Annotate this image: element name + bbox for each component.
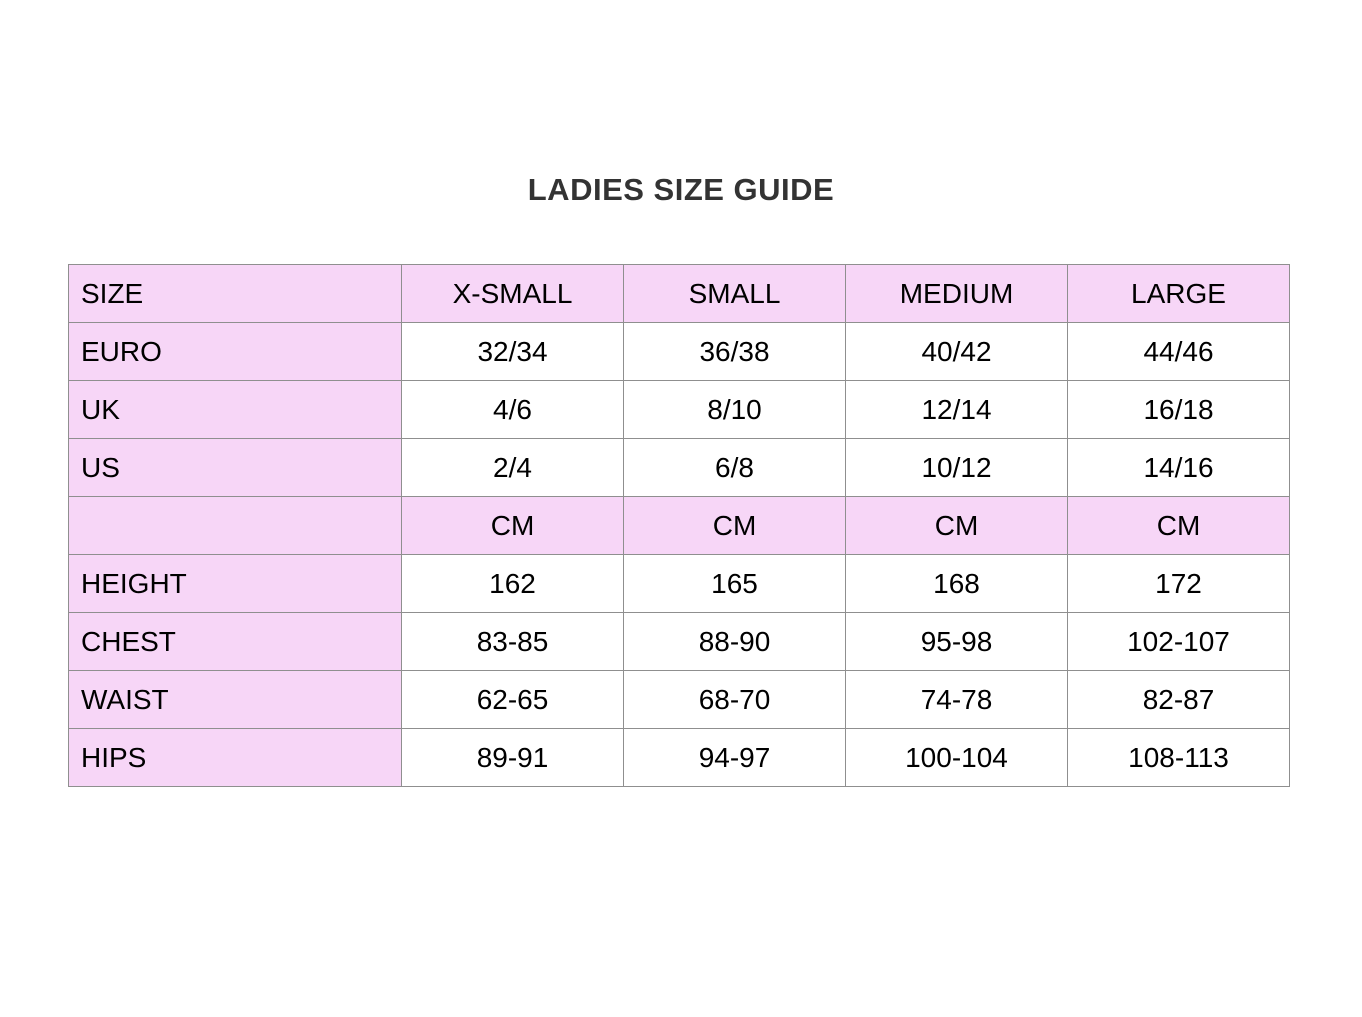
unit-cell: CM	[402, 497, 624, 555]
header-row-label: SIZE	[69, 265, 402, 323]
row-label: US	[69, 439, 402, 497]
measurement-cell: 108-113	[1068, 729, 1290, 787]
measurement-cell: 16/18	[1068, 381, 1290, 439]
measurement-cell: 88-90	[624, 613, 846, 671]
unit-cell: CM	[624, 497, 846, 555]
table-row	[69, 729, 1290, 787]
column-header: LARGE	[1068, 265, 1290, 323]
measurement-cell: 95-98	[846, 613, 1068, 671]
row-label: WAIST	[69, 671, 402, 729]
table-row	[69, 323, 1290, 381]
measurement-cell: 32/34	[402, 323, 624, 381]
measurement-cell: 44/46	[1068, 323, 1290, 381]
row-label: UK	[69, 381, 402, 439]
row-label: EURO	[69, 323, 402, 381]
row-label-blank	[69, 497, 402, 555]
measurement-cell: 62-65	[402, 671, 624, 729]
table-row	[69, 613, 1290, 671]
row-label: HIPS	[69, 729, 402, 787]
measurement-cell: 162	[402, 555, 624, 613]
measurement-cell: 68-70	[624, 671, 846, 729]
column-header: SMALL	[624, 265, 846, 323]
table-row	[69, 555, 1290, 613]
row-label: CHEST	[69, 613, 402, 671]
measurement-cell: 82-87	[1068, 671, 1290, 729]
measurement-cell: 4/6	[402, 381, 624, 439]
table-row	[69, 497, 1290, 555]
size-guide-table-container	[68, 264, 1290, 787]
measurement-cell: 165	[624, 555, 846, 613]
measurement-cell: 2/4	[402, 439, 624, 497]
measurement-cell: 74-78	[846, 671, 1068, 729]
page-title: LADIES SIZE GUIDE	[527, 172, 835, 207]
measurement-cell: 94-97	[624, 729, 846, 787]
unit-cell: CM	[1068, 497, 1290, 555]
measurement-cell: 36/38	[624, 323, 846, 381]
measurement-cell: 40/42	[846, 323, 1068, 381]
unit-cell: CM	[846, 497, 1068, 555]
column-header: X-SMALL	[402, 265, 624, 323]
measurement-cell: 102-107	[1068, 613, 1290, 671]
measurement-cell: 10/12	[846, 439, 1068, 497]
measurement-cell: 83-85	[402, 613, 624, 671]
measurement-cell: 8/10	[624, 381, 846, 439]
table-row	[69, 671, 1290, 729]
table-row	[69, 381, 1290, 439]
size-guide-table	[68, 264, 1290, 787]
measurement-cell: 168	[846, 555, 1068, 613]
column-header: MEDIUM	[846, 265, 1068, 323]
measurement-cell: 100-104	[846, 729, 1068, 787]
measurement-cell: 172	[1068, 555, 1290, 613]
measurement-cell: 12/14	[846, 381, 1068, 439]
measurement-cell: 89-91	[402, 729, 624, 787]
measurement-cell: 14/16	[1068, 439, 1290, 497]
table-row	[69, 439, 1290, 497]
row-label: HEIGHT	[69, 555, 402, 613]
measurement-cell: 6/8	[624, 439, 846, 497]
table-header-row	[69, 265, 1290, 323]
